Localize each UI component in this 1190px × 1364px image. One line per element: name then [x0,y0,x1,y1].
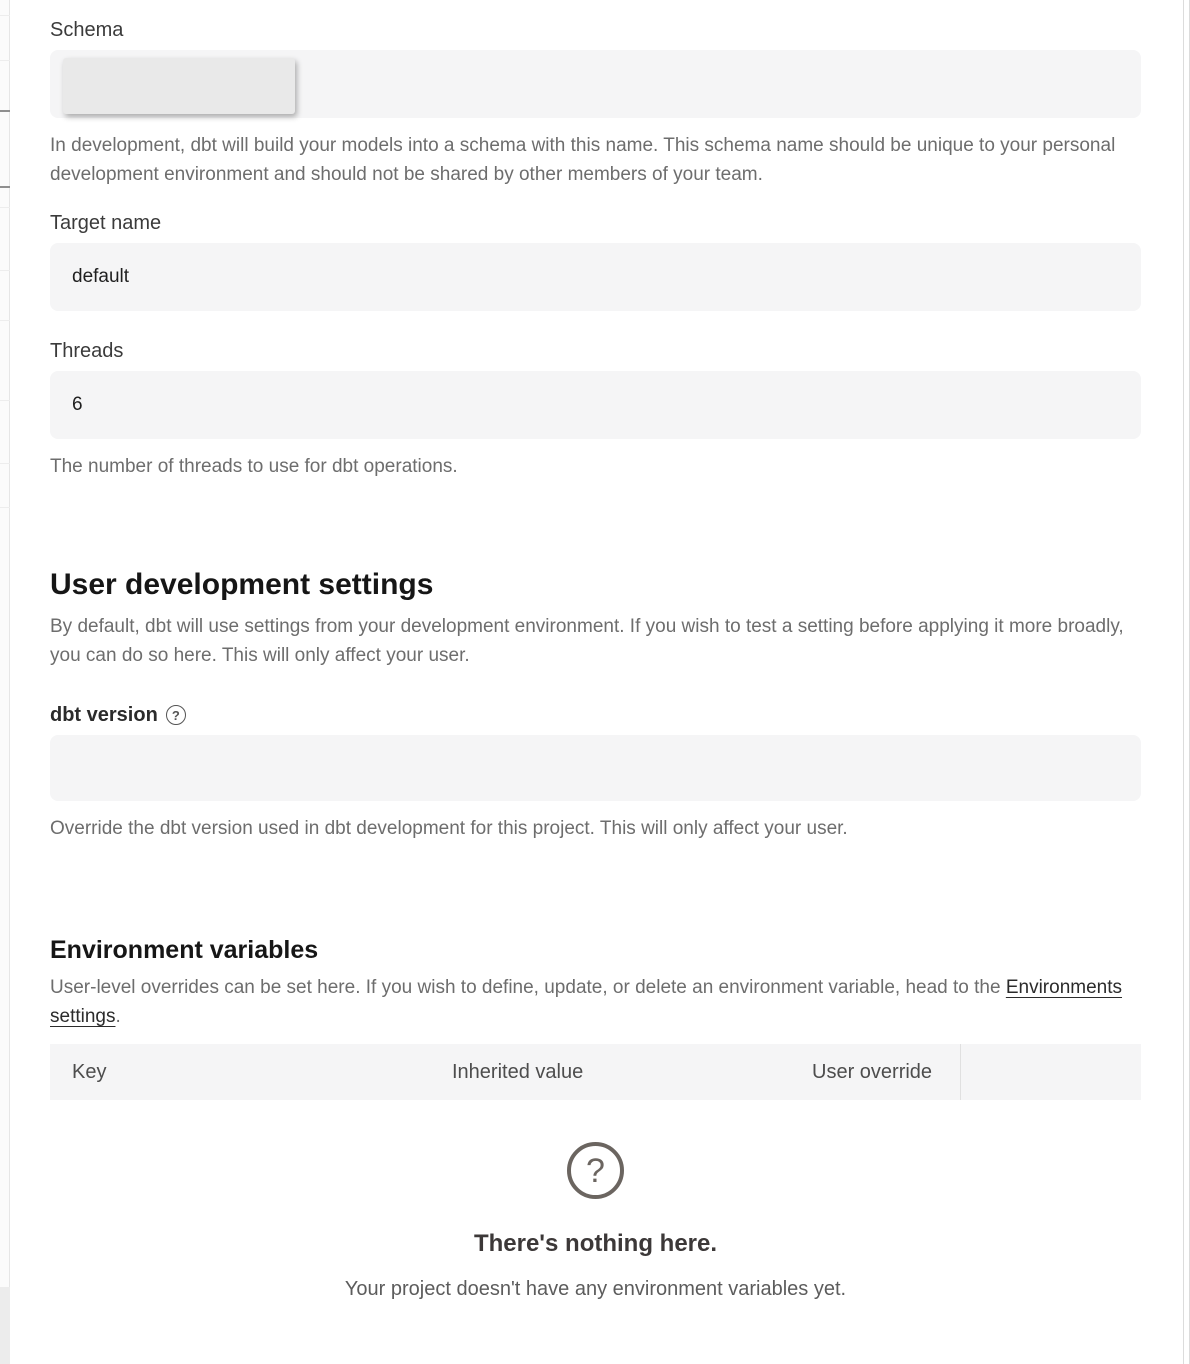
environments-settings-link[interactable]: Environments settings [50,977,1123,1027]
user-development-settings-description: By default, dbt will use settings from your development environment. If you wish to test a setting before applying it more broadly, you can do so here. This will only affect your user. [50,616,1124,666]
schema-label: Schema [50,19,124,41]
description-text-before-link: User-level overrides can be set here. If you wish to define, update, or delete an environment variable, head to the [50,977,1006,998]
schema-help-text: In development, dbt will build your models into a schema with this name. This schema name should be unique to your personal development environment and should not be shared by other members of your team. [50,135,1116,185]
target-name-input[interactable] [50,243,1141,311]
question-circle-icon: ? [567,1142,624,1199]
left-panel-footer-edge [0,1287,10,1364]
scrollbar-gutter[interactable] [1183,0,1190,1364]
env-variables-table-header [50,1044,1141,1100]
column-header-inherited-value: Inherited value [452,1060,584,1083]
column-header-key: Key [72,1060,107,1083]
threads-label: Threads [50,340,124,362]
schema-input[interactable] [50,50,1141,118]
schema-redacted-value [63,58,295,114]
target-name-label: Target name [50,212,162,234]
credentials-settings-panel [50,0,1141,1303]
environment-variables-heading: Environment variables [50,936,319,964]
empty-state-title: There's nothing here. [473,1230,718,1257]
left-panel-edge [0,0,10,1364]
dbt-version-input[interactable] [50,735,1141,801]
column-header-actions [960,1044,1141,1100]
environment-variables-description [50,973,1141,1031]
env-variables-empty-state [50,1142,1141,1303]
threads-help-text: The number of threads to use for dbt operations. [50,456,458,477]
dbt-version-label: dbt version [50,704,158,726]
column-header-user-override: User override [812,1060,933,1083]
help-icon[interactable]: ? [166,705,186,725]
description-text-after-link: . [115,1006,121,1027]
threads-input[interactable] [50,371,1141,439]
user-development-settings-heading: User development settings [50,568,434,601]
dbt-version-help-text: Override the dbt version used in dbt development for this project. This will only affect your user. [50,818,848,839]
empty-state-subtitle: Your project doesn't have any environment variables yet. [344,1278,847,1300]
